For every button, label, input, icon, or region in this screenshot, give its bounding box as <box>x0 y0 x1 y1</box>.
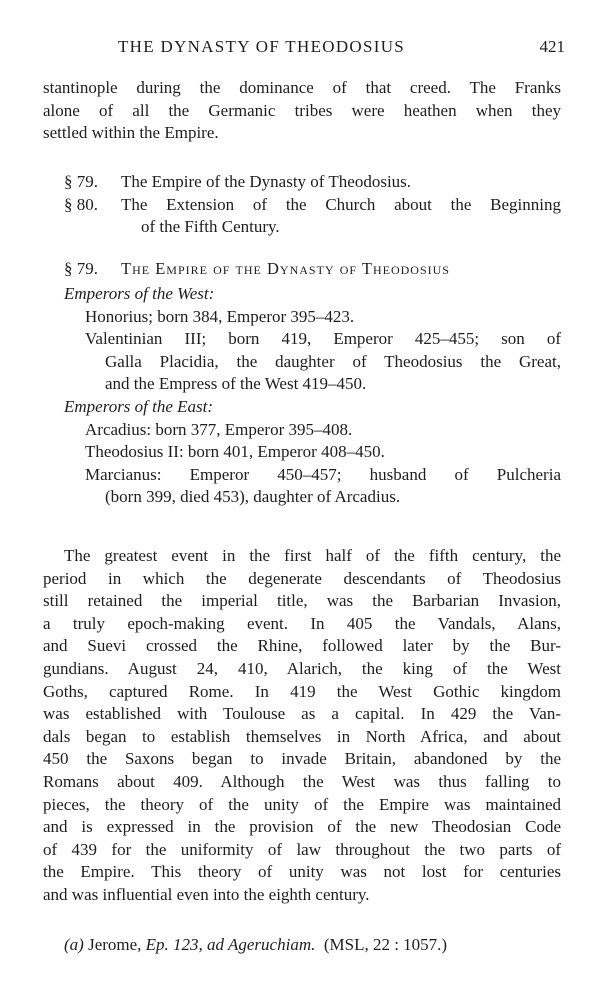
source-author: Jerome, <box>88 935 142 954</box>
text-line: of the Fifth Century. <box>141 217 280 237</box>
text-line: still retained the imperial title, was the Barbarian Invasion, <box>43 591 561 611</box>
contents-number: § 79. <box>64 172 98 191</box>
emperor-entry: Theodosius II: born 401, Emperor 408–450. <box>85 442 385 462</box>
intro-paragraph <box>43 77 561 145</box>
emperor-entry-continued: (born 399, died 453), daughter of Arcadius. <box>105 487 401 507</box>
text-line: was established with Toulouse as a capital. In 429 the Van- <box>43 704 561 724</box>
emperor-entry: Marcianus: Emperor 450–457; husband of Pulcheria <box>85 464 561 484</box>
emperors-list <box>64 283 561 509</box>
text-line: and was influential even into the eighth century. <box>43 884 370 904</box>
running-title: THE DYNASTY OF THEODOSIUS <box>118 37 406 56</box>
text-line: stantinople during the dominance of that creed. The Franks <box>43 78 561 97</box>
text-line: and Suevi crossed the Rhine, followed later by the Bur- <box>43 636 561 656</box>
section-number: § 79. <box>64 259 98 278</box>
source-citation <box>64 934 561 957</box>
text-line: a truly epoch-making event. In 405 the Vandals, Alans, <box>43 613 561 633</box>
text-line: the Empire. This theory of unity was not lost for centuries <box>43 862 561 882</box>
emperor-entry: Valentinian III; born 419, Emperor 425–455; son of <box>85 329 561 349</box>
text-line: Goths, captured Rome. In 419 the West Gothic kingdom <box>43 681 561 701</box>
text-line: Romans about 409. Although the West was thus falling to <box>43 771 561 791</box>
section-title: The Empire of the Dynasty of Theodosius <box>121 259 450 278</box>
emperor-entry-continued: Galla Placidia, the daughter of Theodosius the Great, <box>105 351 561 371</box>
contents-number: § 80. <box>64 194 98 214</box>
contents-entry <box>64 171 561 194</box>
source-label: (a) <box>64 935 84 954</box>
source-reference: (MSL, 22 : 1057.) <box>323 935 448 954</box>
text-line: The greatest event in the first half of the fifth century, the <box>64 546 561 565</box>
contents-title <box>121 171 561 194</box>
text-line: 450 the Saxons began to invade Britain, abandoned by the <box>43 749 561 769</box>
emperor-entry: Arcadius: born 377, Emperor 395–408. <box>85 419 353 439</box>
text-line: dals began to establish themselves in North Africa, and about <box>43 726 561 746</box>
text-line: settled within the Empire. <box>43 123 219 143</box>
body-paragraph <box>43 545 561 907</box>
page-header <box>0 36 607 62</box>
east-heading: Emperors of the East: <box>64 396 214 416</box>
emperor-entry-continued: and the Empress of the West 419–450. <box>105 374 367 394</box>
text-line: The Extension of the Church about the Beginning <box>121 194 561 214</box>
contents-entry <box>64 194 561 239</box>
west-heading: Emperors of the West: <box>64 284 215 303</box>
text-line: alone of all the Germanic tribes were heathen when they <box>43 100 561 120</box>
page-number: 421 <box>539 37 565 56</box>
text-line: The Empire of the Dynasty of Theodosius. <box>121 172 412 191</box>
text-line: period in which the degenerate descendants of Theodosius <box>43 568 561 588</box>
section-contents <box>64 171 561 239</box>
text-line: gundians. August 24, 410, Alarich, the king of the West <box>43 658 561 678</box>
section-heading <box>64 258 561 281</box>
source-work: Ep. 123, ad Ageruchiam. <box>145 935 316 954</box>
text-line: pieces, the theory of the unity of the Empire was maintained <box>43 794 561 814</box>
text-line: of 439 for the uniformity of law throughout the two parts of <box>43 839 561 859</box>
contents-title <box>121 194 561 239</box>
text-line: and is expressed in the provision of the new Theodosian Code <box>43 817 561 837</box>
emperor-entry: Honorius; born 384, Emperor 395–423. <box>85 306 355 326</box>
